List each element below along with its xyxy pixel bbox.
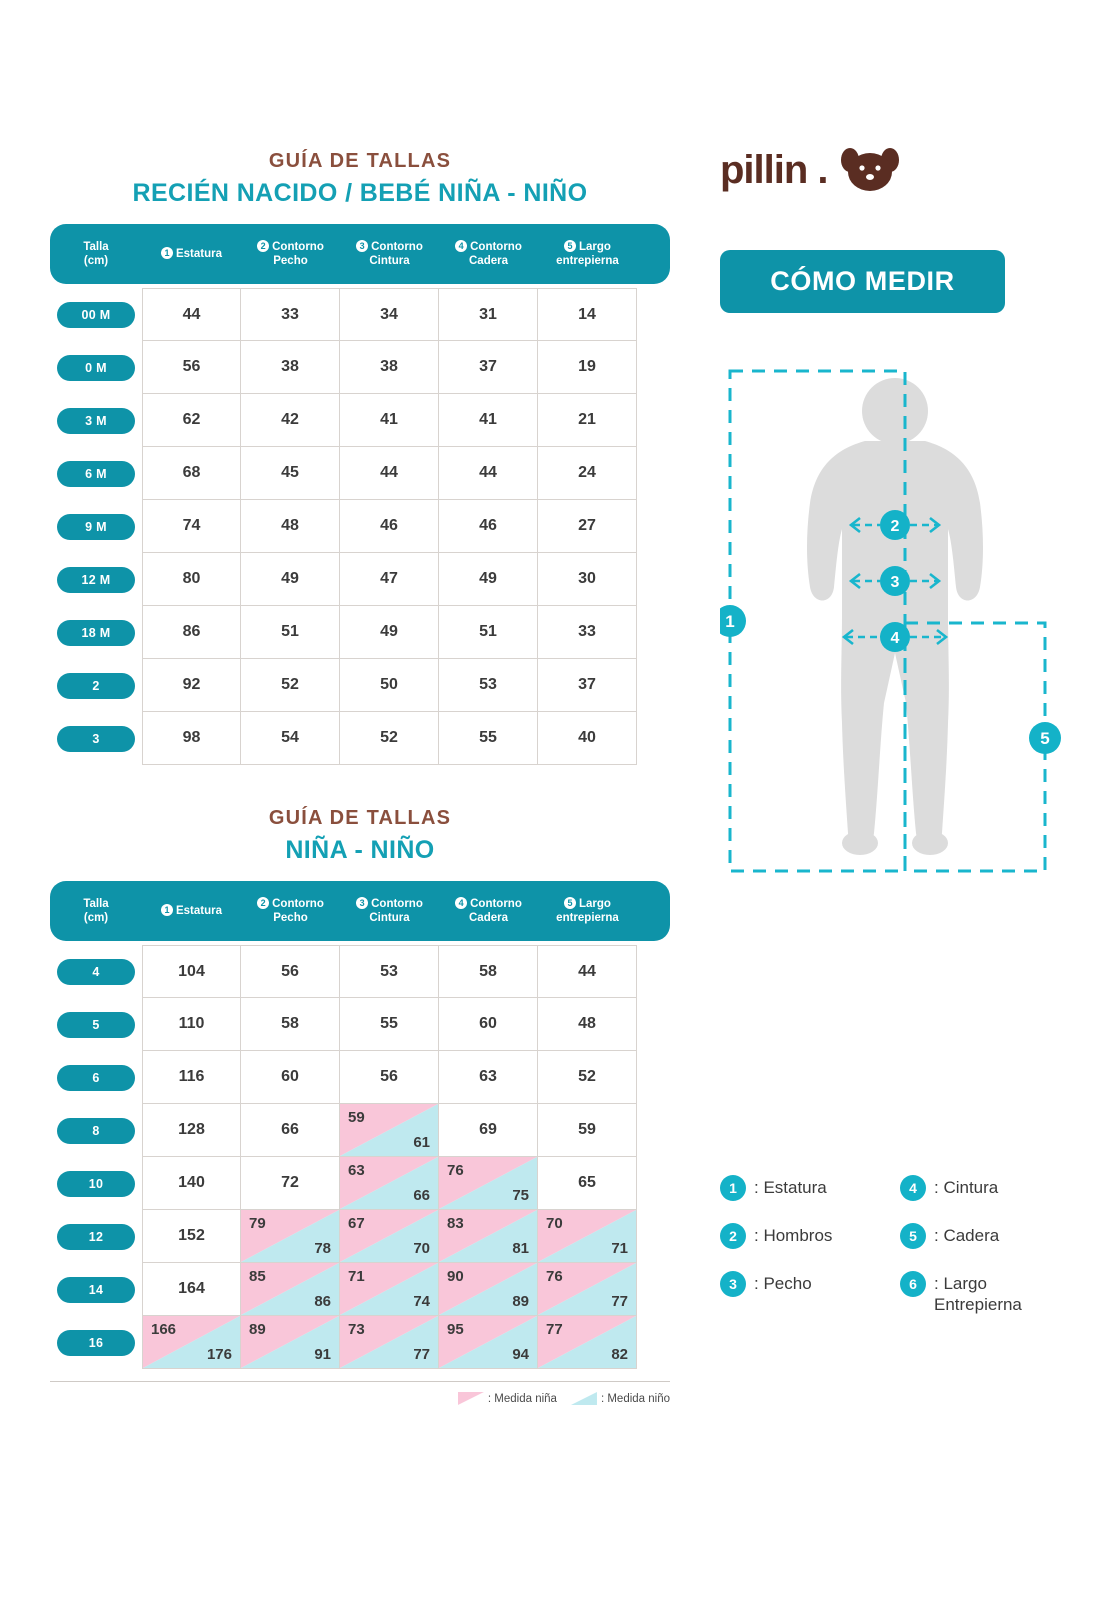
nina-value: 95 [447, 1321, 464, 1338]
measurement-cell: 54 [241, 712, 340, 765]
measurement-cell: 56 [241, 945, 340, 998]
reference-item [900, 1271, 1080, 1316]
measurement-cell: 66 [241, 1104, 340, 1157]
number-badge-icon: 5 [564, 240, 576, 252]
svg-text:2: 2 [890, 518, 900, 535]
svg-text:4: 4 [890, 630, 900, 647]
nina-value: 71 [348, 1268, 365, 1285]
measurement-cell: 37 [439, 341, 538, 394]
measurement-cell: 63 [439, 1051, 538, 1104]
measurement-cell: 62 [142, 394, 241, 447]
measurement-cell: 49 [340, 606, 439, 659]
measurement-cell: 52 [241, 659, 340, 712]
legend-label: : Medida niño [600, 1392, 670, 1405]
measurement-cell: 140 [142, 1157, 241, 1210]
measurement-cell: 60 [241, 1051, 340, 1104]
measurement-cell: 49 [241, 553, 340, 606]
svg-text:5: 5 [1040, 729, 1050, 748]
size-tag: 3 [57, 726, 135, 752]
nina-value: 73 [348, 1321, 365, 1338]
measurement-cell: 69 [439, 1104, 538, 1157]
table-row [50, 1104, 670, 1157]
number-badge-icon: 5 [564, 897, 576, 909]
measurement-cell: 56 [340, 1051, 439, 1104]
legend-item-nina [458, 1392, 557, 1405]
measurement-cell: 164 [142, 1263, 241, 1316]
table-row [50, 500, 670, 553]
measurement-cell-split [439, 1157, 538, 1210]
table2-header-cell: 3 Contorno Cintura [340, 897, 439, 926]
measurement-cell: 27 [538, 500, 637, 553]
reference-label: : Pecho [754, 1274, 812, 1293]
measurement-cell: 40 [538, 712, 637, 765]
nina-value: 79 [249, 1215, 266, 1232]
nina-value: 77 [546, 1321, 563, 1338]
measurement-cell: 14 [538, 288, 637, 341]
measurement-cell: 51 [439, 606, 538, 659]
measurement-cell: 59 [538, 1104, 637, 1157]
size-tag: 18 M [57, 620, 135, 646]
reference-number-icon: 5 [900, 1223, 926, 1249]
measurement-cell: 80 [142, 553, 241, 606]
blue-swatch-icon [571, 1392, 597, 1405]
size-tag: 00 M [57, 302, 135, 328]
nina-value: 166 [151, 1321, 177, 1338]
measurement-cell: 33 [241, 288, 340, 341]
size-tag-cell [50, 712, 142, 765]
nino-value: 81 [512, 1240, 529, 1257]
number-badge-icon: 3 [356, 240, 368, 252]
nino-value: 74 [413, 1293, 430, 1310]
measurement-cell: 116 [142, 1051, 241, 1104]
nino-value: 82 [611, 1346, 628, 1363]
table2-title-block [40, 807, 680, 865]
measurement-cell: 65 [538, 1157, 637, 1210]
measurement-cell: 50 [340, 659, 439, 712]
number-badge-icon: 1 [161, 247, 173, 259]
size-tag-cell [50, 1157, 142, 1210]
measurement-cell: 30 [538, 553, 637, 606]
table1-header-cell: 1 Estatura [142, 247, 241, 261]
measurement-cell-split [340, 1210, 439, 1263]
number-badge-icon: 2 [257, 240, 269, 252]
measurement-cell: 68 [142, 447, 241, 500]
measurement-cell: 55 [439, 712, 538, 765]
measurement-cell: 45 [241, 447, 340, 500]
measurement-cell: 44 [439, 447, 538, 500]
number-badge-icon: 4 [455, 240, 467, 252]
size-tag-cell [50, 606, 142, 659]
reference-item [720, 1271, 900, 1316]
table2-header-cell: 4 Contorno Cadera [439, 897, 538, 926]
table1-title-big: RECIÉN NACIDO / BEBÉ NIÑA - NIÑO [132, 179, 588, 207]
measurement-cell: 53 [439, 659, 538, 712]
table-row [50, 394, 670, 447]
nino-value: 77 [413, 1346, 430, 1363]
reference-label: : Cintura [934, 1178, 999, 1197]
table-row [50, 1316, 670, 1369]
measurement-cell-split [439, 1210, 538, 1263]
measurement-cell: 48 [241, 500, 340, 553]
measurement-cell: 53 [340, 945, 439, 998]
table1-title-block [40, 150, 680, 208]
measurement-cell: 21 [538, 394, 637, 447]
how-to-measure-column [720, 140, 1070, 883]
reference-label: : Estatura [754, 1178, 827, 1197]
measurement-cell: 58 [241, 998, 340, 1051]
size-tag-cell [50, 1210, 142, 1263]
puppy-face-icon [838, 146, 902, 194]
nina-value: 89 [249, 1321, 266, 1338]
table-row [50, 998, 670, 1051]
measurement-cell: 19 [538, 341, 637, 394]
table2-body [50, 945, 670, 1369]
nino-value: 75 [512, 1187, 529, 1204]
nina-value: 76 [546, 1268, 563, 1285]
nino-value: 71 [611, 1240, 628, 1257]
measurement-cell: 34 [340, 288, 439, 341]
reference-item [900, 1175, 1080, 1201]
measurement-cell: 128 [142, 1104, 241, 1157]
reference-label: : Largo Entrepierna [934, 1274, 1022, 1315]
table1-header-row [50, 224, 670, 284]
size-tag-cell [50, 1263, 142, 1316]
table2-title-small: GUÍA DE TALLAS [268, 807, 452, 829]
measurement-cell: 86 [142, 606, 241, 659]
nino-value: 77 [611, 1293, 628, 1310]
table2-header-cell: 1 Estatura [142, 904, 241, 918]
number-badge-icon: 3 [356, 897, 368, 909]
nina-value: 59 [348, 1109, 365, 1126]
table1-header-cell: Talla (cm) [83, 240, 109, 267]
measurement-cell: 52 [340, 712, 439, 765]
size-tag: 0 M [57, 355, 135, 381]
table1-header-cell: 5 Largo entrepierna [556, 240, 619, 267]
measurement-cell: 74 [142, 500, 241, 553]
table1 [50, 224, 670, 765]
size-tag: 12 [57, 1224, 135, 1250]
size-tag: 16 [57, 1330, 135, 1356]
brand-logo [720, 140, 1070, 200]
size-tag-cell [50, 447, 142, 500]
table1-header-cell: 2 Contorno Pecho [241, 240, 340, 269]
measurement-cell-split [241, 1316, 340, 1369]
table-row [50, 1157, 670, 1210]
table1-title-small: GUÍA DE TALLAS [268, 150, 452, 172]
measurement-cell: 44 [142, 288, 241, 341]
table-row [50, 1051, 670, 1104]
size-tag: 14 [57, 1277, 135, 1303]
table1-header-cell: 4 Contorno Cadera [439, 240, 538, 269]
measurement-cell: 49 [439, 553, 538, 606]
reference-item [720, 1175, 900, 1201]
measurement-cell: 44 [538, 945, 637, 998]
nina-value: 70 [546, 1215, 563, 1232]
svg-text:3: 3 [890, 574, 900, 591]
size-tag-cell [50, 288, 142, 341]
nino-value: 89 [512, 1293, 529, 1310]
table-row [50, 712, 670, 765]
reference-number-icon: 2 [720, 1223, 746, 1249]
nino-value: 176 [206, 1346, 232, 1363]
measurement-cell-split [538, 1210, 637, 1263]
measurement-cell: 44 [340, 447, 439, 500]
pink-swatch-icon [458, 1392, 484, 1405]
brand-name: pillin [720, 147, 808, 192]
size-tag: 12 M [57, 567, 135, 593]
nino-value: 94 [512, 1346, 529, 1363]
nino-value: 91 [314, 1346, 331, 1363]
table-row [50, 447, 670, 500]
measurement-cell: 47 [340, 553, 439, 606]
reference-label: : Cadera [934, 1226, 1000, 1245]
nino-value: 61 [413, 1134, 430, 1151]
size-tag-cell [50, 1316, 142, 1369]
legend-item-nino [571, 1392, 670, 1405]
measurement-cell-split [241, 1263, 340, 1316]
measurement-cell: 104 [142, 945, 241, 998]
measurement-cell-split [439, 1263, 538, 1316]
measurement-cell-split [538, 1316, 637, 1369]
table2-title-big: NIÑA - NIÑO [285, 836, 435, 864]
size-tag: 5 [57, 1012, 135, 1038]
table-row [50, 553, 670, 606]
measurement-cell: 55 [340, 998, 439, 1051]
nina-value: 67 [348, 1215, 365, 1232]
table-row [50, 945, 670, 998]
reference-number-icon: 3 [720, 1271, 746, 1297]
table-row [50, 659, 670, 712]
measurement-cell: 98 [142, 712, 241, 765]
nino-value: 66 [413, 1187, 430, 1204]
measurement-cell-split [340, 1263, 439, 1316]
size-tag-cell [50, 341, 142, 394]
size-tag-cell [50, 394, 142, 447]
reference-number-icon: 1 [720, 1175, 746, 1201]
nino-value: 78 [314, 1240, 331, 1257]
size-tag-cell [50, 1104, 142, 1157]
nina-value: 76 [447, 1162, 464, 1179]
measurement-cell: 33 [538, 606, 637, 659]
measurement-cell: 41 [340, 394, 439, 447]
nina-value: 85 [249, 1268, 266, 1285]
nina-value: 63 [348, 1162, 365, 1179]
measurement-cell: 72 [241, 1157, 340, 1210]
table-row [50, 1210, 670, 1263]
size-tag-cell [50, 998, 142, 1051]
number-badge-icon: 4 [455, 897, 467, 909]
size-tag: 4 [57, 959, 135, 985]
measurement-cell: 110 [142, 998, 241, 1051]
table2 [50, 881, 670, 1405]
number-badge-icon: 1 [161, 904, 173, 916]
reference-item [900, 1223, 1080, 1249]
measurement-cell: 38 [340, 341, 439, 394]
measurement-cell: 152 [142, 1210, 241, 1263]
size-tag-cell [50, 945, 142, 998]
nino-value: 70 [413, 1240, 430, 1257]
size-tag-cell [50, 659, 142, 712]
measurement-cell: 31 [439, 288, 538, 341]
table1-body [50, 288, 670, 765]
nina-value: 83 [447, 1215, 464, 1232]
legend-label: : Medida niña [487, 1392, 557, 1405]
measurement-cell-split [241, 1210, 340, 1263]
nino-value: 86 [314, 1293, 331, 1310]
reference-item [720, 1223, 900, 1249]
measurement-cell: 51 [241, 606, 340, 659]
how-to-measure-title: CÓMO MEDIR [720, 250, 1005, 313]
measurement-cell: 46 [439, 500, 538, 553]
measurement-cell: 48 [538, 998, 637, 1051]
table2-header-row [50, 881, 670, 941]
measurement-cell: 24 [538, 447, 637, 500]
measurement-cell-split [538, 1263, 637, 1316]
measurement-cell: 58 [439, 945, 538, 998]
svg-text:1: 1 [725, 612, 735, 631]
measurement-cell: 41 [439, 394, 538, 447]
measurement-cell: 37 [538, 659, 637, 712]
table-row [50, 606, 670, 659]
measurement-legend [50, 1381, 670, 1405]
measurement-cell: 38 [241, 341, 340, 394]
table2-header-cell: 2 Contorno Pecho [241, 897, 340, 926]
size-tag-cell [50, 553, 142, 606]
brand-dot: . [817, 147, 829, 192]
size-tag: 9 M [57, 514, 135, 540]
size-tag-cell [50, 1051, 142, 1104]
table-row [50, 341, 670, 394]
size-tag-cell [50, 500, 142, 553]
measurement-cell-split [340, 1104, 439, 1157]
size-tag: 10 [57, 1171, 135, 1197]
table2-header-cell: 5 Largo entrepierna [556, 897, 619, 924]
measurement-cell-split [340, 1316, 439, 1369]
table-row [50, 1263, 670, 1316]
measurement-cell: 46 [340, 500, 439, 553]
body-silhouette-icon [807, 378, 983, 855]
measurement-cell: 92 [142, 659, 241, 712]
measurement-cell: 52 [538, 1051, 637, 1104]
reference-label: : Hombros [754, 1226, 833, 1245]
measurement-cell-split [142, 1316, 241, 1369]
size-tag: 8 [57, 1118, 135, 1144]
nina-value: 90 [447, 1268, 464, 1285]
measurement-cell-split [439, 1316, 538, 1369]
table-row [50, 288, 670, 341]
size-tag: 2 [57, 673, 135, 699]
table1-header-cell: 3 Contorno Cintura [340, 240, 439, 269]
size-tag: 6 M [57, 461, 135, 487]
size-tag: 6 [57, 1065, 135, 1091]
number-badge-icon: 2 [257, 897, 269, 909]
reference-number-icon: 4 [900, 1175, 926, 1201]
body-diagram-svg [720, 363, 1070, 883]
measurement-cell: 60 [439, 998, 538, 1051]
size-tables-column [40, 150, 680, 1405]
size-tag: 3 M [57, 408, 135, 434]
reference-number-icon: 6 [900, 1271, 926, 1297]
measurement-cell: 56 [142, 341, 241, 394]
table2-header-cell: Talla (cm) [83, 897, 109, 924]
measurement-cell-split [340, 1157, 439, 1210]
measurement-reference-list [720, 1175, 1080, 1338]
measurement-figure [720, 363, 1070, 883]
measurement-cell: 42 [241, 394, 340, 447]
